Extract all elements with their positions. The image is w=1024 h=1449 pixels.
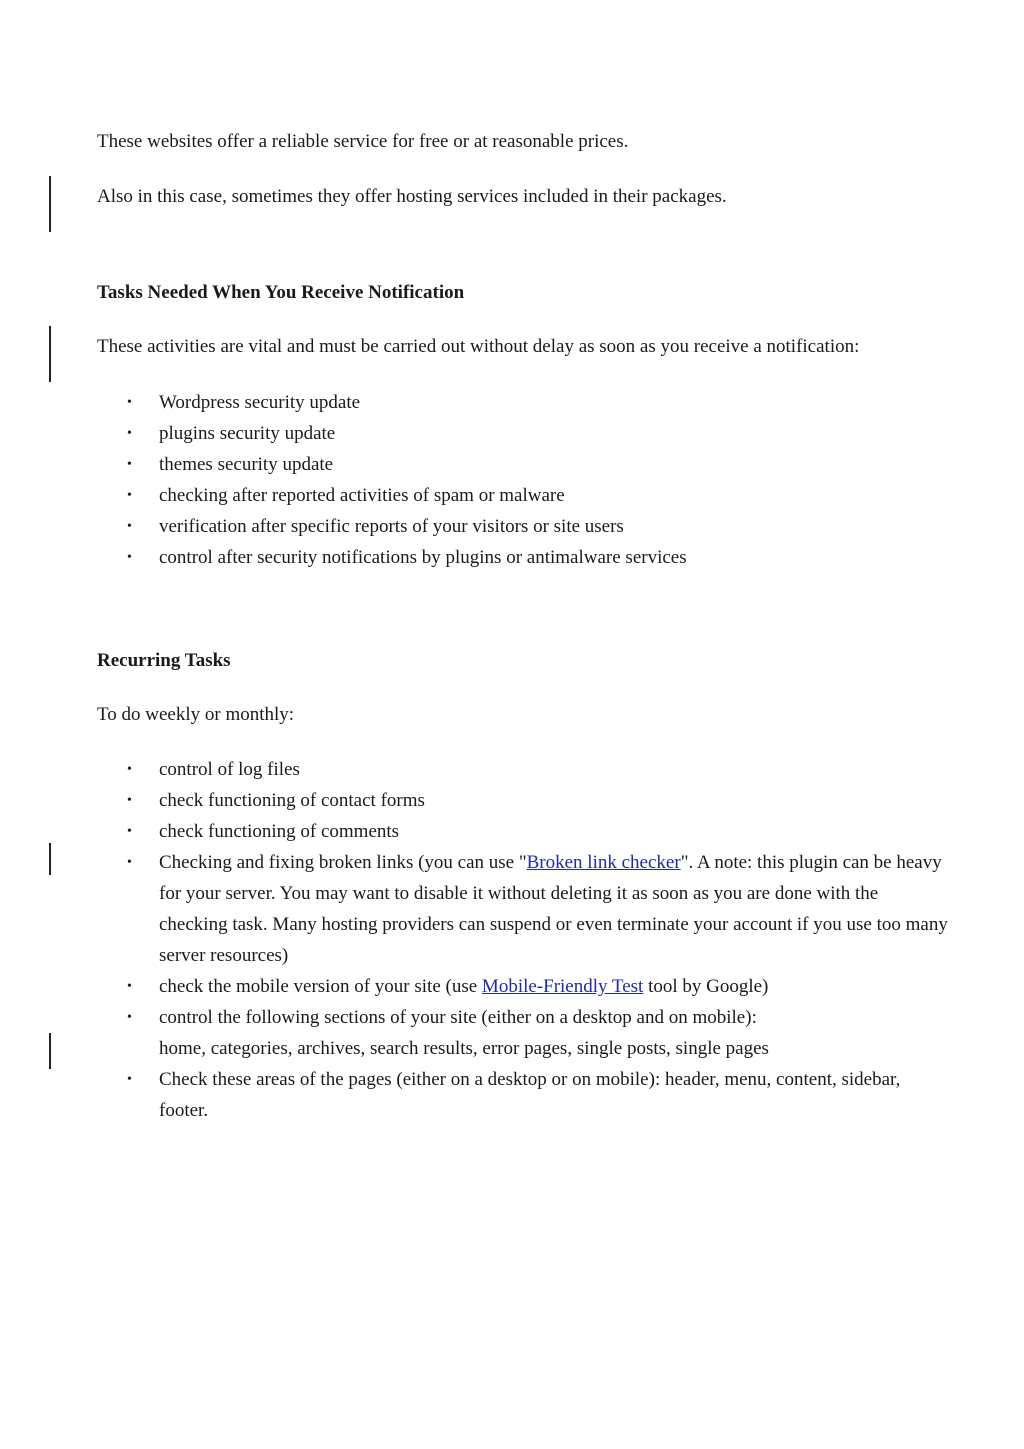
change-bar xyxy=(49,326,51,382)
notification-intro: These activities are vital and must be carried out without delay as soon as you receive a notification: xyxy=(97,336,860,357)
recurring-intro: To do weekly or monthly: xyxy=(97,704,295,725)
list-item xyxy=(0,847,949,971)
list-item xyxy=(0,971,949,1002)
bullet-icon: • xyxy=(127,457,132,472)
broken-link-checker-link[interactable]: Broken link checker xyxy=(526,852,681,873)
list-item xyxy=(0,754,949,785)
change-bar xyxy=(49,176,51,232)
notification-task-list xyxy=(0,387,1024,573)
list-item-text: control of log files xyxy=(159,759,300,780)
list-item-text: plugins security update xyxy=(159,423,336,444)
intro-paragraph-2: Also in this case, sometimes they offer hosting services included in their packages. xyxy=(97,186,727,207)
list-item-text: check functioning of contact forms xyxy=(159,790,425,811)
list-item-text: check the mobile version of your site (use xyxy=(159,976,482,997)
list-item-text: Wordpress security update xyxy=(159,392,361,413)
list-item xyxy=(0,387,949,418)
list-item-text: checking after reported activities of spam or malware xyxy=(159,485,565,506)
bullet-icon: • xyxy=(127,426,132,441)
bullet-icon: • xyxy=(127,395,132,410)
list-item xyxy=(0,449,949,480)
list-item xyxy=(0,816,949,847)
list-item-text: tool by Google) xyxy=(643,976,769,997)
list-item xyxy=(0,418,949,449)
list-item-text: verification after specific reports of your visitors or site users xyxy=(159,516,624,537)
recurring-task-list xyxy=(0,754,1024,1126)
bullet-icon: • xyxy=(127,979,132,994)
list-item xyxy=(0,1064,949,1126)
notification-heading: Tasks Needed When You Receive Notification xyxy=(97,282,465,303)
bullet-icon: • xyxy=(127,519,132,534)
bullet-icon: • xyxy=(127,550,132,565)
list-item xyxy=(0,785,949,816)
mobile-friendly-test-link[interactable]: Mobile-Friendly Test xyxy=(481,976,644,997)
list-item xyxy=(0,542,949,573)
list-item-text: home, categories, archives, search results, error pages, single posts, single pages xyxy=(159,1038,769,1059)
bullet-icon: • xyxy=(127,1072,132,1087)
bullet-icon: • xyxy=(127,824,132,839)
list-item-text: control after security notifications by plugins or antimalware services xyxy=(159,547,687,568)
list-item-text: check functioning of comments xyxy=(159,821,400,842)
intro-paragraph-1: These websites offer a reliable service for free or at reasonable prices. xyxy=(97,131,629,152)
bullet-icon: • xyxy=(127,793,132,808)
bullet-icon: • xyxy=(127,1010,132,1025)
recurring-heading: Recurring Tasks xyxy=(97,650,231,671)
list-item-text: Check these areas of the pages (either on a desktop or on mobile): header, menu, content, sidebar, footer. xyxy=(159,1069,901,1121)
list-item xyxy=(0,1002,949,1064)
list-item xyxy=(0,480,949,511)
bullet-icon: • xyxy=(127,488,132,503)
bullet-icon: • xyxy=(127,855,132,870)
list-item-text: control the following sections of your site (either on a desktop and on mobile): xyxy=(159,1007,757,1028)
list-item-text: Checking and fixing broken links (you can use " xyxy=(159,852,527,873)
list-item-text: ". A note: this plugin can be heavy for your server. You may want to disable it without deleting it as soon as you are done with the checking task. Many hosting providers can suspend or even terminate your account if you use too many server resources) xyxy=(159,852,948,966)
bullet-icon: • xyxy=(127,762,132,777)
list-item-text: themes security update xyxy=(159,454,334,475)
list-item xyxy=(0,511,949,542)
